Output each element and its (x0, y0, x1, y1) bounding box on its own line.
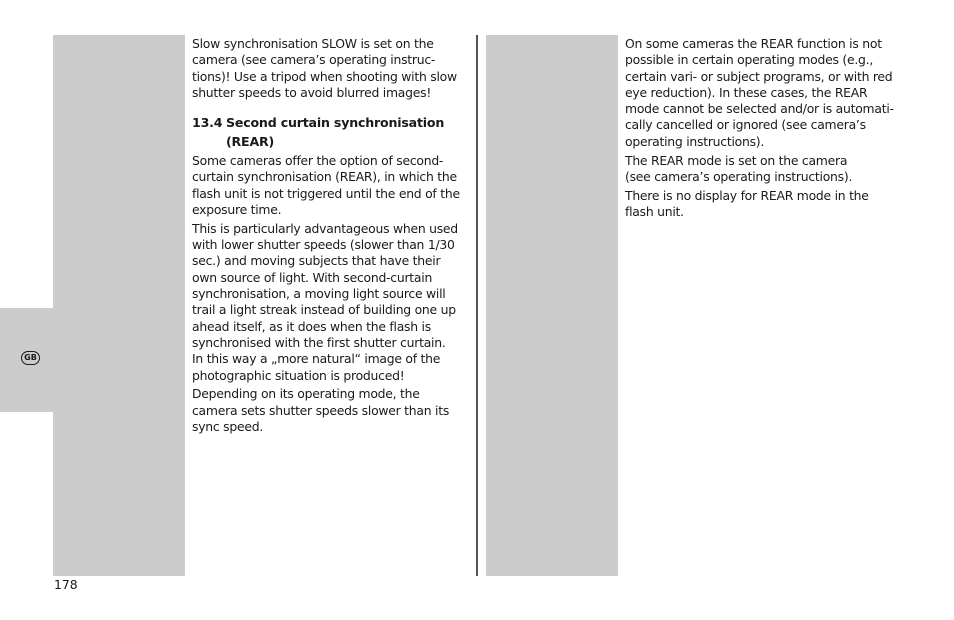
intro-paragraph: Slow synchronisation SLOW is set on the camera (see camera’s operating instruc- tions)! Use a tripod when shooting with slow shutter speeds to avoid blurred images! (192, 36, 457, 100)
section-number: 13.4 (192, 115, 223, 131)
body-paragraph: Some cameras offer the option of second- curtain synchronisation (REAR), in which the flash unit is not triggered until the end of the exposure time. (192, 153, 460, 218)
body-paragraph: The REAR mode is set on the camera (see camera’s operating instructions). (625, 152, 853, 184)
right-text-column (625, 36, 903, 223)
column-divider (476, 35, 478, 576)
body-paragraph: There is no display for REAR mode in the flash unit. (625, 187, 869, 219)
body-paragraph: Depending on its operating mode, the camera sets shutter speeds slower than its sync speed. (192, 386, 450, 434)
section-heading (192, 114, 464, 151)
left-margin-band (53, 35, 185, 576)
left-text-column (192, 36, 464, 438)
body-paragraph: This is particularly advantageous when used with lower shutter speeds (slower than 1/30 sec.) and moving subjects that have their own source of light. With second-curtain synchronisation, a moving light source will trail a light streak instead of building one up ahead itself, as it does when the flash is synchronised with the first shutter curtain. In this way a „more natural“ image of the photographic situation is produced! (192, 220, 458, 383)
page-number: 178 (54, 577, 78, 592)
language-badge: GB (21, 351, 40, 365)
section-title-continuation: (REAR) (226, 133, 275, 149)
body-paragraph: On some cameras the REAR function is not possible in certain operating modes (e.g., certain vari- or subject programs, or with red eye reduction). In these cases, the REAR mode cannot be selected and/or is automati- cally cancelled or ignored (see camera’s operating instructions). (625, 36, 894, 149)
section-title: Second curtain synchronisation (226, 115, 445, 131)
right-margin-band (486, 35, 618, 576)
